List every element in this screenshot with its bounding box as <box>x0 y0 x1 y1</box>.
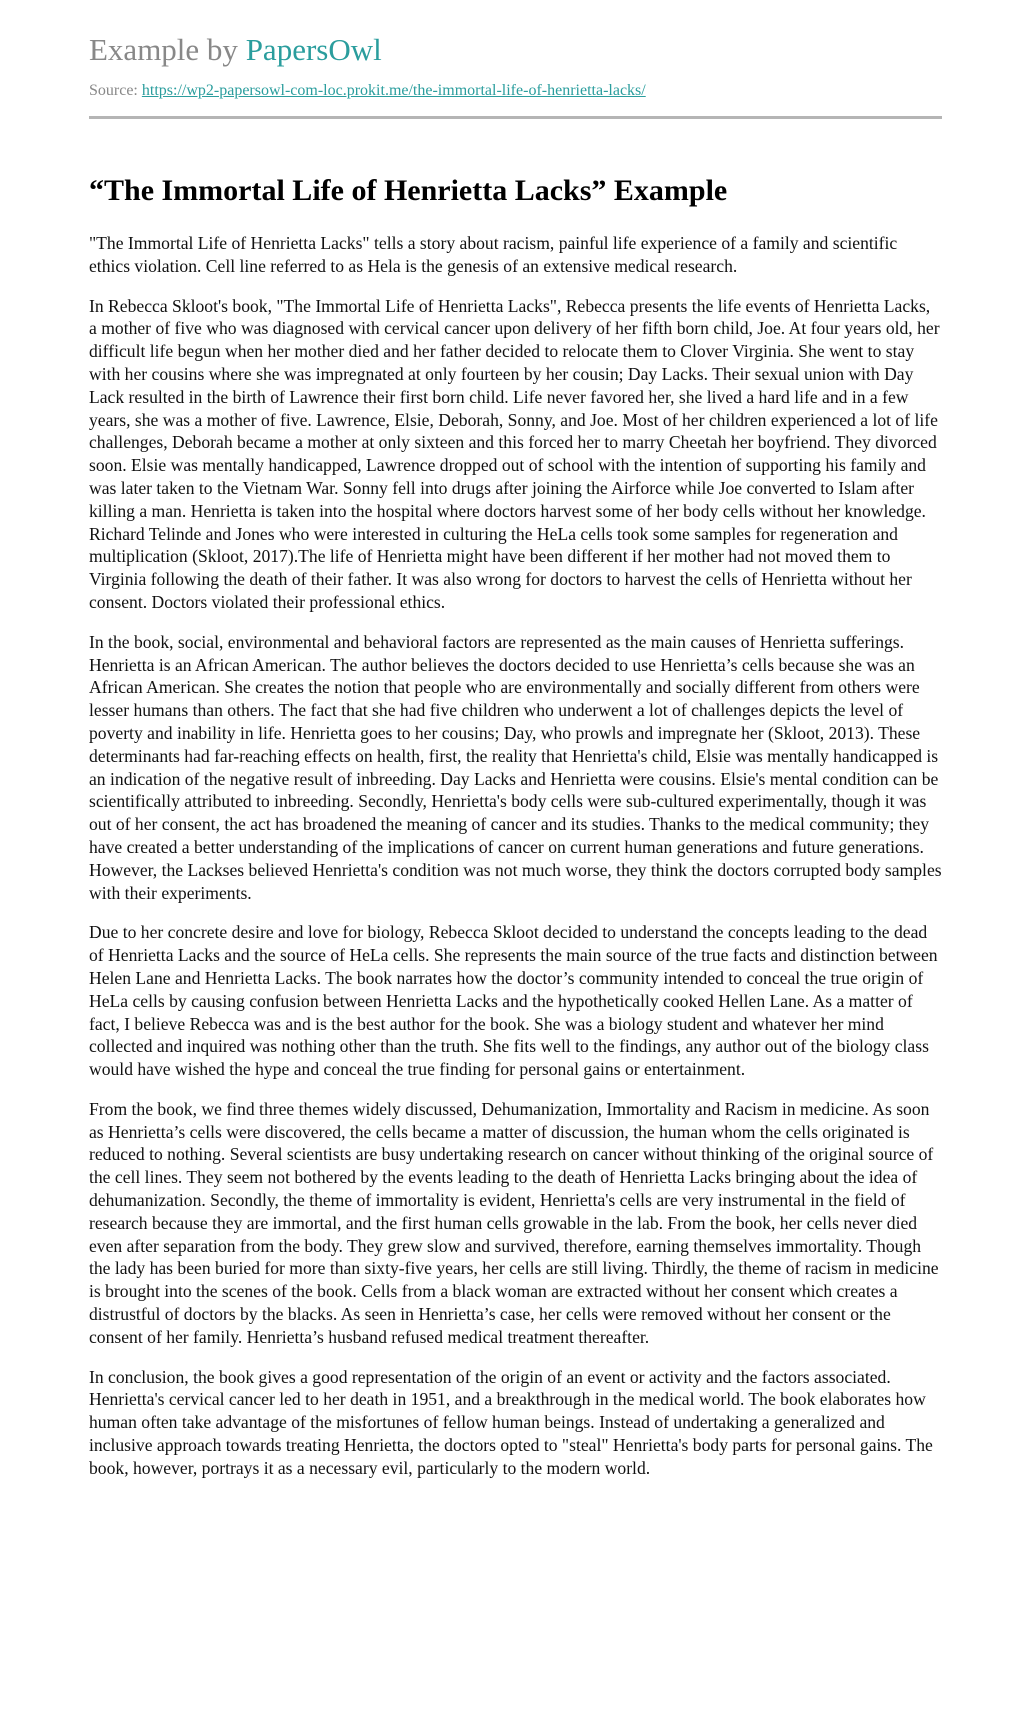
article-paragraph: Due to her concrete desire and love for biology, Rebecca Skloot decided to understand the concepts leading to the dead of Henrietta Lacks and the source of HeLa cells. She represents the main source of the true facts and distinction between Helen Lane and Henrietta Lacks. The book narrates how the doctor’s community intended to conceal the true origin of HeLa cells by causing confusion between Henrietta Lacks and the hypothetically cooked Hellen Lane. As a matter of fact, I believe Rebecca was and is the best author for the book. She was a biology student and whatever her mind collected and inquired was nothing other than the truth. She fits well to the findings, any author out of the biology class would have wished the hype and conceal the true finding for personal gains or entertainment. <box>89 922 938 1080</box>
article-title: “The Immortal Life of Henrietta Lacks” Example <box>89 174 728 207</box>
article-paragraph: In Rebecca Skloot's book, "The Immortal Life of Henrietta Lacks", Rebecca presents the life events of Henrietta Lacks, a mother of five who was diagnosed with cervical cancer upon delivery of her fifth born child, Joe. At four years old, her difficult life begun when her mother died and her father decided to relocate them to Clover Virginia. She went to stay with her cousins where she was impregnated at only fourteen by her cousin; Day Lacks. Their sexual union with Day Lack resulted in the birth of Lawrence their first born child. Life never favored her, she lived a hard life and in a few years, she was a mother of five. Lawrence, Elsie, Deborah, Sonny, and Joe. Most of her children experienced a lot of life challenges, Deborah became a mother at only sixteen and this forced her to marry Cheetah her boyfriend. They divorced soon. Elsie was mentally handicapped, Lawrence dropped out of school with the intention of supporting his family and was later taken to the Vietnam War. Sonny fell into drugs after joining the Airforce while Joe converted to Islam after killing a man. Henrietta is taken into the hospital where doctors harvest some of her body cells without her knowledge. Richard Telinde and Jones who were interested in culturing the HeLa cells took some samples for regeneration and multiplication (Skloot, 2017).The life of Henrietta might have been different if her mother had not moved them to Virginia following the death of their father. It was also wrong for doctors to harvest the cells of Henrietta without her consent. Doctors violated their professional ethics. <box>89 295 940 612</box>
article-paragraph: In conclusion, the book gives a good representation of the origin of an event or activity and the factors associated. Henrietta's cervical cancer led to her death in 1951, and a breakthrough in the medical world. The book elaborates how human often take advantage of the misfortunes of fellow human beings. Instead of undertaking a generalized and inclusive approach towards treating Henrietta, the doctors opted to "steal" Henrietta's body parts for personal gains. The book, however, portrays it as a necessary evil, particularly to the modern world. <box>89 1366 933 1478</box>
brand-header <box>89 30 942 70</box>
source-link[interactable]: https://wp2-papersowl-com-loc.prokit.me/the-immortal-life-of-henrietta-lacks/ <box>141 82 646 99</box>
article-body <box>89 232 942 1480</box>
source-line <box>89 80 942 102</box>
brand-name: PapersOwl <box>245 32 382 67</box>
article-paragraph: In the book, social, environmental and behavioral factors are represented as the main causes of Henrietta sufferings. Henrietta is an African American. The author believes the doctors decided to use Henrietta’s cells because she was an African American. She creates the notion that people who are environmentally and socially different from others were lesser humans than others. The fact that she had five children who underwent a lot of challenges depicts the level of poverty and inability in life. Henrietta goes to her cousins; Day, who prowls and impregnate her (Skloot, 2013). These determinants had far-reaching effects on health, first, the reality that Henrietta's child, Elsie was mentally handicapped is an indication of the negative result of inbreeding. Day Lacks and Henrietta were cousins. Elsie's mental condition can be scientifically attributed to inbreeding. Secondly, Henrietta's body cells were sub-cultured experimentally, though it was out of her consent, the act has broadened the meaning of cancer and its studies. Thanks to the medical community; they have created a better understanding of the implications of cancer on current human generations and future generations. However, the Lackses believed Henrietta's condition was not much worse, they think the doctors corrupted body samples with their experiments. <box>89 631 942 903</box>
document-page <box>89 30 942 1497</box>
article-paragraph: From the book, we find three themes widely discussed, Dehumanization, Immortality and Racism in medicine. As soon as Henrietta’s cells were discovered, the cells became a matter of discussion, the human whom the cells originated is reduced to nothing. Several scientists are busy undertaking research on cancer without thinking of the original source of the cell lines. They seem not bothered by the events leading to the death of Henrietta Lacks bringing about the idea of dehumanization. Secondly, the theme of immortality is evident, Henrietta's cells are very instrumental in the field of research because they are immortal, and the first human cells growable in the lab. From the book, her cells never died even after separation from the body. They grew slow and survived, therefore, earning themselves immortality. Though the lady has been buried for more than sixty-five years, her cells are still living. Thirdly, the theme of racism in medicine is brought into the scenes of the book. Cells from a black woman are extracted without her consent which creates a distrustful of doctors by the blacks. As seen in Henrietta’s case, her cells were removed without her consent or the consent of her family. Henrietta’s husband refused medical treatment thereafter. <box>89 1098 939 1347</box>
source-label: Source: <box>89 82 138 99</box>
article-paragraph: "The Immortal Life of Henrietta Lacks" tells a story about racism, painful life experience of a family and scientific ethics violation. Cell line referred to as Hela is the genesis of an extensive medical research. <box>89 233 898 276</box>
header-divider <box>89 116 942 119</box>
brand-prefix: Example by <box>89 32 238 67</box>
